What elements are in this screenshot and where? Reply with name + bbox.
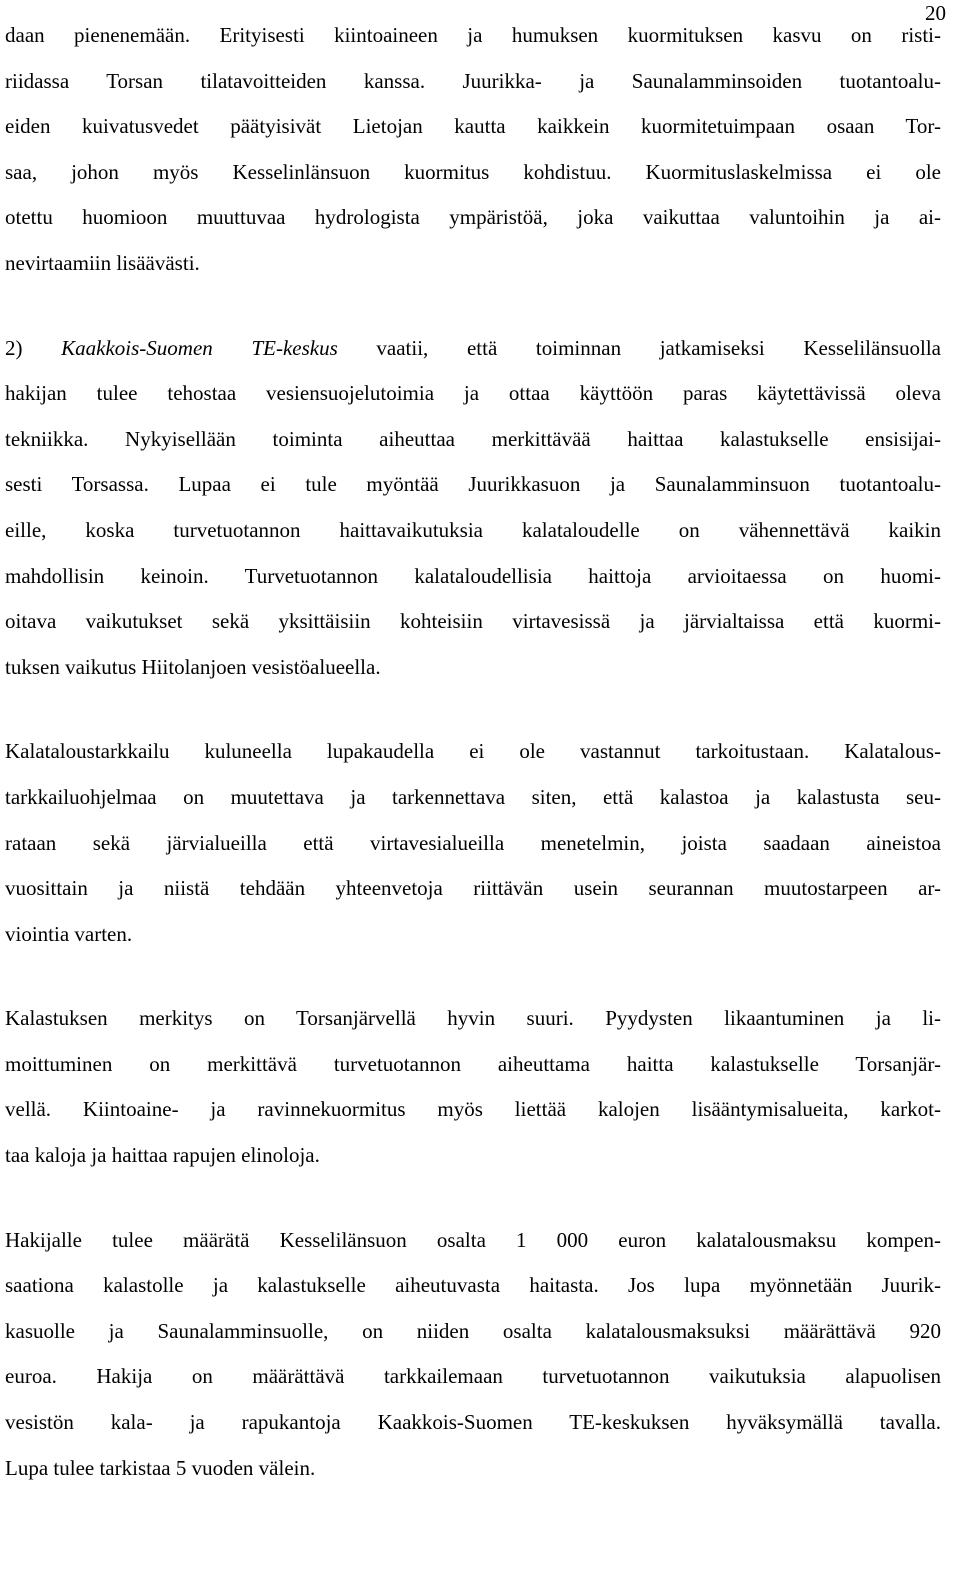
text-line: tuksen vaikutus Hiitolanjoen vesistöalueella. <box>5 654 381 679</box>
text-line: otettu huomioon muuttuvaa hydrologista ympäristöä, joka vaikuttaa valuntoihin ja ai- <box>5 205 941 230</box>
paragraph-4 <box>5 996 941 1178</box>
text-line: kasuolle ja Saunalamminsuolle, on niiden osalta kalatalousmaksuksi määrättävä 920 <box>5 1318 941 1343</box>
text-line: hakijan tulee tehostaa vesiensuojelutoimia ja ottaa käyttöön paras käytettävissä oleva <box>5 381 941 406</box>
document-body <box>5 13 941 1491</box>
paragraph-2 <box>5 326 941 691</box>
text-line: viointia varten. <box>5 921 133 946</box>
text-line: moittuminen on merkittävä turvetuotannon aiheuttama haitta kalastukselle Torsanjär- <box>5 1051 941 1076</box>
text-line: vellä. Kiintoaine- ja ravinnekuormitus myös liettää kalojen lisääntymisalueita, karkot- <box>5 1097 941 1122</box>
text-fragment: vaatii, että toiminnan jatkamiseksi Kesselilänsuolla <box>337 335 941 360</box>
text-line: Hakijalle tulee määrätä Kesselilänsuon osalta 1 000 euron kalatalousmaksu kompen- <box>5 1227 941 1252</box>
paragraph-3 <box>5 729 941 957</box>
text-line: daan pienenemään. Erityisesti kiintoaineen ja humuksen kuormituksen kasvu on risti- <box>5 23 941 47</box>
text-line <box>5 326 941 372</box>
text-line: taa kaloja ja haittaa rapujen elinoloja. <box>5 1143 320 1168</box>
paragraph-5 <box>5 1218 941 1492</box>
text-line: eille, koska turvetuotannon haittavaikutuksia kalataloudelle on vähennettävä kaikin <box>5 517 941 542</box>
text-line: mahdollisin keinoin. Turvetuotannon kalataloudellisia haittoja arvioitaessa on huomi- <box>5 563 941 588</box>
page-number: 20 <box>925 1 946 25</box>
text-line: oitava vaikutukset sekä yksittäisiin kohteisiin virtavesissä ja järvialtaissa että kuormi- <box>5 609 941 634</box>
text-line: rataan sekä järvialueilla että virtavesialueilla menetelmin, joista saadaan aineistoa <box>5 830 941 855</box>
text-line: tarkkailuohjelmaa on muutettava ja tarkennettava siten, että kalastoa ja kalastusta seu- <box>5 784 941 809</box>
text-line: sesti Torsassa. Lupaa ei tule myöntää Juurikkasuon ja Saunalamminsuon tuotantoalu- <box>5 472 941 497</box>
text-line: eiden kuivatusvedet päätyisivät Lietojan kautta kaikkein kuormitetuimpaan osaan Tor- <box>5 114 941 139</box>
text-line: nevirtaamiin lisäävästi. <box>5 250 200 275</box>
text-line: Lupa tulee tarkistaa 5 vuoden välein. <box>5 1455 316 1480</box>
text-line: saationa kalastolle ja kalastukselle aiheutuvasta haitasta. Jos lupa myönnetään Juurik- <box>5 1273 941 1298</box>
text-line: euroa. Hakija on määrättävä tarkkailemaan turvetuotannon vaikutuksia alapuolisen <box>5 1364 941 1389</box>
text-line: riidassa Torsan tilatavoitteiden kanssa. Juurikka- ja Saunalamminsoiden tuotantoalu- <box>5 68 941 93</box>
text-line: tekniikka. Nykyisellään toiminta aiheuttaa merkittävää haittaa kalastukselle ensisijai- <box>5 426 941 451</box>
text-line: Kalataloustarkkailu kuluneella lupakaudella ei ole vastannut tarkoitustaan. Kalatalous- <box>5 739 941 764</box>
organization-name: Kaakkois-Suomen TE-keskus <box>61 335 338 360</box>
list-number: 2) <box>5 335 62 360</box>
text-line: saa, johon myös Kesselinlänsuon kuormitus kohdistuu. Kuormituslaskelmissa ei ole <box>5 159 941 184</box>
paragraph-1 <box>5 13 941 287</box>
text-line: vuosittain ja niistä tehdään yhteenvetoja riittävän usein seurannan muutostarpeen ar- <box>5 876 941 901</box>
text-line: Kalastuksen merkitys on Torsanjärvellä hyvin suuri. Pyydysten likaantuminen ja li- <box>5 1006 941 1031</box>
text-line: vesistön kala- ja rapukantoja Kaakkois-Suomen TE-keskuksen hyväksymällä tavalla. <box>5 1410 941 1435</box>
